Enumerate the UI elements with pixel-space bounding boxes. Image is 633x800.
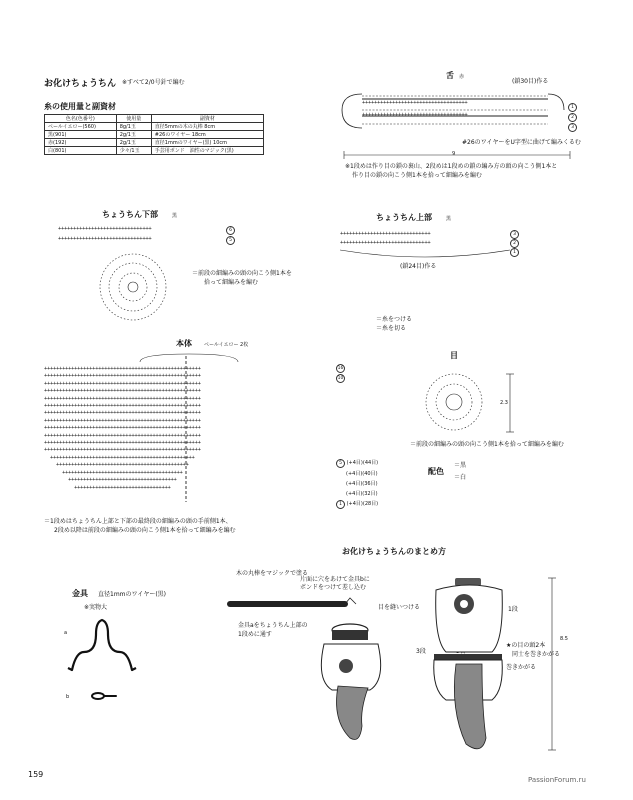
table-cell: 手芸用ボンド 油性のマジック(黒) — [151, 147, 263, 155]
table-cell: 2g/1玉 — [116, 139, 151, 147]
hardware-scale: ※実物大 — [84, 604, 108, 611]
row-label: 3 — [568, 123, 577, 132]
body-color: ペールイエロー 2枚 — [204, 342, 249, 348]
legend-join: ＝糸をつける — [376, 316, 413, 323]
hardware-label-b: b — [66, 694, 70, 700]
legend-cut: ＝糸を切る — [376, 325, 407, 332]
table-cell: ペールイエロー(560) — [45, 123, 117, 131]
eye-color-label: 配色 — [428, 467, 444, 476]
table-row — [45, 123, 264, 131]
col-header: 色名(色番号) — [45, 115, 117, 123]
table-cell: 直径5mmの木の丸棒 8cm — [151, 123, 263, 131]
hardware-title: 金具 — [72, 589, 88, 598]
tongue-chain-label: (鎖30目)作る — [512, 78, 549, 85]
table-cell: #26のワイヤー 18cm — [151, 131, 263, 139]
body-note-1: ＝1段めはちょうちん上部と下部の最終段の細編みの頭の手前側1本、 — [44, 518, 232, 525]
wire-parts — [60, 612, 150, 712]
lower-round-chart — [96, 250, 170, 324]
tongue-wire-note: #26のワイヤーをU字型に曲げて編みくるむ — [462, 139, 581, 146]
assembly-note: ★の目の頭2本 — [506, 642, 546, 649]
body-title: 本体 — [176, 339, 192, 348]
tongue-footnote-1: ※1段めは作り目の鎖の裏山、2段めは1段めの鎖の編み方の頭の向こう側1本と — [345, 163, 558, 170]
body-row-label: 1 (+4目)(28目) — [336, 500, 378, 509]
upper-chain-curve — [340, 250, 510, 260]
tongue-size-line — [344, 150, 570, 160]
assembly-size: 8.5 — [560, 636, 568, 642]
body-row-label: (+4目)(40目) — [346, 471, 378, 477]
tongue-size: 9 — [452, 151, 456, 157]
table-row — [45, 147, 264, 155]
assembly-title: お化けちょうちんのまとめ方 — [342, 547, 446, 556]
table-header-row — [45, 115, 264, 123]
body-row-label: (+4目)(32目) — [346, 491, 378, 497]
body-row-label: 16 — [337, 366, 344, 371]
table-cell: 直径1mmのワイヤー(黒) 10cm — [151, 139, 263, 147]
eye-title: 目 — [450, 351, 458, 360]
tongue-color: 赤 — [459, 74, 465, 80]
row-label: 5 — [226, 236, 235, 245]
row-label: 6 — [226, 226, 235, 235]
hardware-spec: 直径1mmのワイヤー(黒) — [98, 591, 167, 598]
eye-color-2: ＝白 — [454, 474, 467, 481]
lower-color: 黒 — [172, 213, 178, 219]
tongue-chart — [340, 86, 570, 136]
eye-size: 2.3 — [500, 400, 508, 406]
assembly-note: 木の丸棒をマジックで塗る — [236, 570, 309, 577]
assembly-note: 同士を巻きかがる — [512, 651, 561, 658]
upper-title: ちょうちん上部 — [376, 213, 432, 222]
body-row-label: 5 (+4目)(44目) — [336, 459, 378, 468]
eye-color-1: ＝黒 — [454, 462, 467, 469]
table-row — [45, 139, 264, 147]
watermark: PassionForum.ru — [528, 776, 586, 784]
tongue-footnote-2: 作り目の鎖の向こう側1本を拾って細編みを編む — [352, 172, 482, 179]
body-stitch-grid: ++++++++++++++++++++++++++++++++++++++++++++++++++++ ++++++++++++++++++++++++++++++++++++++++++++++++++++ ++++++++++++++++++++++++++++++++++++++++++++++++++++ ++++++++++++++++++++++++++++++++++++++++++++++++++++ ++++++++++++++++++++++++++++++++++++++++++++++++++++ ++++++++++++++++++++++++++++++++++++++++++++++++++++ ++++++++++++++++++++++++++++++++++++++++++++++++++++ ++++++++++++++++++++++++++++++++++++++++++++++++++++ ++++++++++++++++++++++++++++++++++++++++++++++++++++ ++++++++++++++++++++++++++++++++++++++++++++++++++++ ++++++++++++++++++++++++++++++++++++++++++++++++++++ ++++++++++++++++++++++++++++++++++++++++++++++++++++ ++++++++++++++++++++++++++++++++++++++++++++++++ ++++++++++++++++++++++++++++++++++++++++++++ ++++++++++++++++++++++++++++++++++++++++ ++++++++++++++++++++++++++++++++++++ ++++++++++++++++++++++++++++++++ — [44, 366, 201, 491]
table-row — [45, 131, 264, 139]
assembly-note: 3段 — [416, 648, 426, 655]
page-title: お化けちょうちん — [44, 79, 117, 89]
table-cell: 黒(901) — [45, 131, 117, 139]
upper-color: 黒 — [446, 216, 452, 222]
assembly-note: 片面に穴をあけて金具bに — [300, 576, 370, 583]
assembly-note: 1段めに通す — [238, 631, 272, 638]
lower-note-2: 拾って細編みを編む — [204, 279, 259, 286]
assembly-note: 目を縫いつける — [378, 604, 421, 611]
table-cell: 2g/1玉 — [116, 131, 151, 139]
row-label: 3 — [510, 230, 519, 239]
assembly-illustration — [220, 560, 580, 760]
body-note-2: 2段め以降は前段の細編みの頭の向こう側1本を拾って細編みを編む — [54, 527, 236, 534]
assembly-note: 巻きかがる — [506, 664, 537, 671]
lower-note-1: ＝前段の細編みの頭の向こう側1本を — [192, 270, 292, 277]
eye-round-chart — [422, 370, 532, 440]
row-label: 2 — [568, 113, 577, 122]
assembly-note: ボンドをつけて差し込む — [300, 584, 367, 591]
col-header: 副資材 — [151, 115, 263, 123]
table-cell: 8g/1玉 — [116, 123, 151, 131]
body-row-label: (+4目)(36目) — [346, 481, 378, 487]
row-label: 1 — [510, 248, 519, 257]
col-header: 使用量 — [116, 115, 151, 123]
table-cell: 赤(192) — [45, 139, 117, 147]
tongue-title: 舌 — [446, 71, 454, 80]
upper-chain-label: (鎖24目)作る — [400, 263, 437, 270]
hardware-label-a: a — [64, 630, 68, 636]
assembly-note: 金具aをちょうちん上部の — [238, 622, 308, 629]
materials-title: 糸の使用量と副資材 — [44, 102, 116, 111]
body-row-label: 10 — [337, 376, 344, 381]
row-label: 1 — [568, 103, 577, 112]
eye-note: ＝前段の細編みの頭の向こう側1本を拾って細編みを編む — [410, 441, 564, 448]
materials-table — [44, 114, 264, 155]
table-cell: 白(801) — [45, 147, 117, 155]
assembly-note: 1段 — [508, 606, 518, 613]
hook-note: ※すべて2/0号針で編む — [122, 79, 185, 86]
table-cell: 少々/1玉 — [116, 147, 151, 155]
lower-title: ちょうちん下部 — [102, 210, 158, 219]
page-number: 159 — [28, 770, 44, 779]
row-label: 2 — [510, 239, 519, 248]
